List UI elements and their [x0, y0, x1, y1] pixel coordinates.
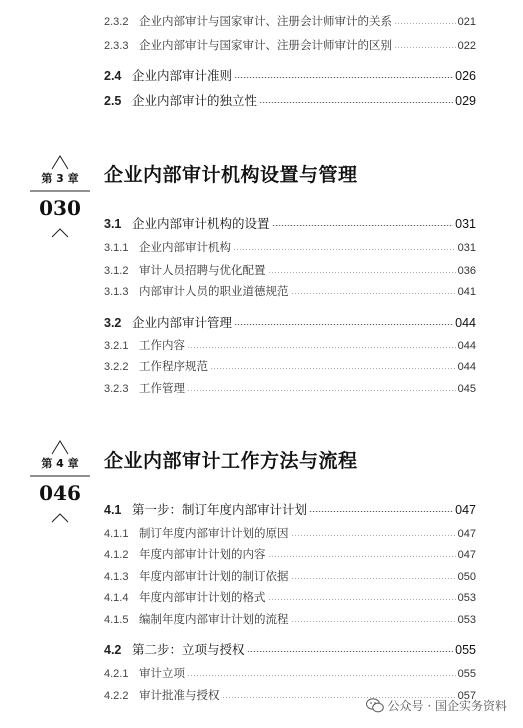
entry-page: 022 [457, 40, 476, 52]
entry-number: 2.3.3 [104, 40, 129, 52]
entry-number: 3.1.3 [104, 286, 129, 298]
entry-number: 2.3.2 [104, 16, 129, 28]
entry-number: 4.1.5 [104, 614, 129, 626]
leader-dots [268, 599, 456, 600]
entry-title: 编制年度内部审计计划的流程 [139, 612, 289, 626]
toc-entry[interactable] [104, 283, 476, 299]
leader-dots [187, 390, 456, 391]
entry-page: 044 [457, 340, 476, 352]
entry-page: 036 [457, 265, 476, 277]
entry-title: 年度内部审计计划的制订依据 [139, 569, 289, 583]
toc-section[interactable] [104, 91, 476, 109]
toc-section[interactable] [104, 500, 476, 518]
entry-number: 4.1.2 [104, 549, 129, 561]
toc-section[interactable] [104, 313, 476, 331]
section-number: 4.2 [104, 643, 122, 657]
leader-dots [309, 511, 453, 512]
entry-number: 3.2.1 [104, 340, 129, 352]
entry-title: 制订年度内部审计计划的原因 [139, 526, 289, 540]
leader-dots [247, 651, 454, 652]
leader-dots [268, 556, 456, 557]
chapter-start-page: 030 [39, 196, 81, 220]
toc-entry[interactable] [104, 239, 476, 255]
entry-page: 021 [457, 16, 476, 28]
toc-entry[interactable] [104, 589, 476, 605]
chapter-title[interactable]: 企业内部审计工作方法与流程 [104, 450, 358, 472]
entry-number: 3.2.2 [104, 361, 129, 373]
toc-section[interactable] [104, 640, 476, 658]
entry-page: 053 [457, 592, 476, 604]
entry-page: 047 [457, 549, 476, 561]
entry-title: 企业内部审计机构 [139, 240, 231, 254]
section-page: 029 [455, 94, 476, 108]
leader-dots [291, 621, 456, 622]
section-title: 企业内部审计的独立性 [132, 93, 258, 108]
chapter-label: 第 4 章 [41, 457, 79, 470]
section-page: 044 [455, 316, 476, 330]
section-page: 026 [455, 69, 476, 83]
entry-title: 年度内部审计计划的格式 [139, 590, 266, 604]
watermark-text: 公众号 · 国企实务资料 [387, 699, 507, 713]
section-page: 055 [455, 643, 476, 657]
leader-dots [272, 225, 454, 226]
entry-number: 3.2.3 [104, 383, 129, 395]
section-title: 第一步：制订年度内部审计计划 [132, 502, 308, 517]
entry-page: 055 [457, 668, 476, 680]
chapter-label: 第 3 章 [41, 172, 79, 185]
toc-entry[interactable] [104, 546, 476, 562]
leader-dots [187, 675, 456, 676]
entry-page: 045 [457, 383, 476, 395]
leader-dots [291, 535, 456, 536]
entry-number: 4.1.4 [104, 592, 129, 604]
section-number: 3.1 [104, 217, 122, 231]
entry-title: 工作内容 [139, 338, 185, 352]
watermark [366, 697, 507, 714]
leader-dots [233, 249, 456, 250]
entry-page: 050 [457, 571, 476, 583]
chapter-badge [30, 438, 90, 533]
entry-title: 审计立项 [139, 666, 185, 680]
entry-number: 4.1.1 [104, 528, 129, 540]
entry-page: 053 [457, 614, 476, 626]
leader-dots [268, 272, 456, 273]
leader-dots [210, 368, 456, 369]
entry-title: 工作管理 [139, 381, 185, 395]
entry-title: 企业内部审计与国家审计、注册会计师审计的关系 [139, 14, 392, 28]
toc-entry[interactable] [104, 380, 476, 396]
entry-title: 企业内部审计与国家审计、注册会计师审计的区别 [139, 38, 392, 52]
entry-page: 041 [457, 286, 476, 298]
entry-title: 内部审计人员的职业道德规范 [139, 284, 289, 298]
entry-page: 047 [457, 528, 476, 540]
section-number: 3.2 [104, 316, 122, 330]
toc-entry[interactable] [104, 611, 476, 627]
entry-page: 044 [457, 361, 476, 373]
chapter-start-page: 046 [39, 481, 81, 505]
entry-number: 3.1.2 [104, 265, 129, 277]
toc-entry[interactable] [104, 262, 476, 278]
entry-title: 工作程序规范 [139, 359, 208, 373]
section-title: 企业内部审计准则 [132, 68, 233, 83]
chapter-title[interactable]: 企业内部审计机构设置与管理 [104, 164, 358, 186]
toc-section[interactable] [104, 214, 476, 232]
entry-page: 031 [457, 242, 476, 254]
toc-entry[interactable] [104, 568, 476, 584]
section-title: 企业内部审计管理 [132, 315, 233, 330]
wechat-icon [366, 698, 384, 713]
leader-dots [187, 347, 456, 348]
section-page: 031 [455, 217, 476, 231]
leader-dots [259, 102, 453, 103]
entry-number: 4.1.3 [104, 571, 129, 583]
toc-entry[interactable] [104, 13, 476, 29]
entry-title: 审计批准与授权 [139, 688, 220, 702]
leader-dots [291, 293, 456, 294]
leader-dots [234, 77, 453, 78]
toc-entry[interactable] [104, 37, 476, 53]
section-number: 2.4 [104, 69, 122, 83]
leader-dots [234, 324, 453, 325]
entry-number: 3.1.1 [104, 242, 129, 254]
toc-entry[interactable] [104, 665, 476, 681]
toc-section[interactable] [104, 66, 476, 84]
section-number: 4.1 [104, 503, 122, 517]
entry-number: 4.2.2 [104, 690, 129, 702]
leader-dots [394, 47, 456, 48]
section-title: 第二步：立项与授权 [132, 642, 245, 657]
entry-title: 年度内部审计计划的内容 [139, 547, 266, 561]
toc-entry[interactable] [104, 525, 476, 541]
leader-dots [394, 23, 456, 24]
toc-entry[interactable] [104, 358, 476, 374]
toc-entry[interactable] [104, 337, 476, 353]
section-page: 047 [455, 503, 476, 517]
section-title: 企业内部审计机构的设置 [132, 216, 270, 231]
chapter-badge [30, 153, 90, 248]
leader-dots [291, 578, 456, 579]
entry-page: 057 [457, 690, 476, 702]
entry-number: 4.2.1 [104, 668, 129, 680]
entry-title: 审计人员招聘与优化配置 [139, 263, 266, 277]
section-number: 2.5 [104, 94, 122, 108]
